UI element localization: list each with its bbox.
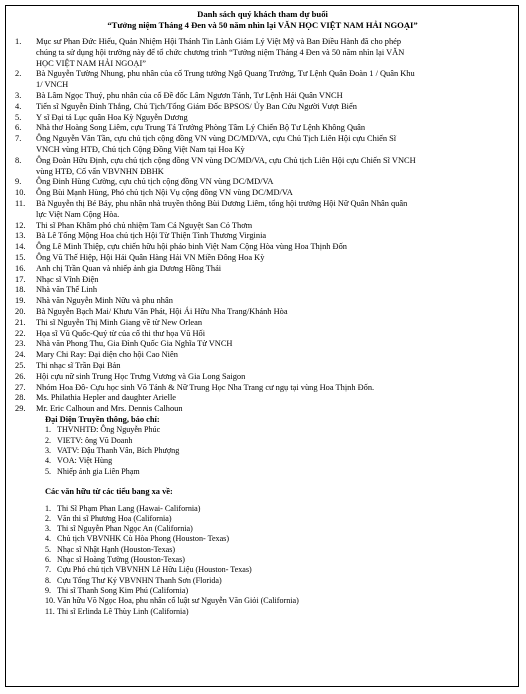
writer-item-number: 6. <box>45 555 52 565</box>
guest-text <box>36 329 510 340</box>
guest-text-line: Thi sĩ Phan Khâm phó chủ nhiệm Tam Cá Nguyệt San Cỏ Thơm <box>36 220 253 230</box>
guest-text-line: Bà Lâm Ngọc Thuý, phu nhân của cố Đề đốc Lâm Ngươn Tánh, Tư Lệnh Hải Quân VNCH <box>36 90 343 100</box>
writer-item-text: Nhạc sĩ Nhật Hạnh (Houston-Texas) <box>57 544 176 554</box>
guest-item <box>15 372 510 383</box>
guest-text <box>36 383 510 394</box>
guest-item <box>15 177 510 188</box>
writer-item <box>45 596 510 606</box>
media-item-text: Nhiếp ảnh gia Liên Phạm <box>57 466 140 476</box>
guest-text <box>36 339 510 350</box>
guest-text-line: Nhà văn Thế Linh <box>36 285 98 295</box>
guest-item <box>15 285 510 296</box>
writer-item-text: Cựu Tổng Thư Ký VBVNHN Thanh Sơn (Florida) <box>57 575 222 585</box>
writer-item-number: 9. <box>45 585 52 595</box>
media-heading: Đại Diện Truyền thông, báo chí: <box>45 414 160 424</box>
guest-number: 6. <box>15 123 22 133</box>
guest-text-line: Ông Nguyễn Văn Tần, cựu chủ tịch cộng đồng VN vùng DC/MD/VA, cựu Chủ Tịch Liên Hội cựu Chiến Sĩ <box>36 134 397 144</box>
writer-item <box>45 586 510 596</box>
guest-item <box>15 242 510 253</box>
media-item-text: THVNHTĐ: Ông Nguyễn Phúc <box>57 425 161 435</box>
guest-item <box>15 123 510 134</box>
guest-number: 5. <box>15 112 22 122</box>
guest-text <box>36 113 510 124</box>
guest-text <box>36 242 510 253</box>
document-title: Danh sách quý khách tham dự buổi <box>197 9 328 19</box>
guest-item <box>15 253 510 264</box>
guest-item <box>15 404 510 415</box>
guest-number: 16. <box>15 263 26 273</box>
writers-heading: Các văn hữu từ các tiểu bang xa về: <box>45 486 173 496</box>
guest-text-line: Thi sĩ Nguyễn Thị Minh Giang về từ New Orlean <box>36 317 203 327</box>
guest-text-line: Bà Nguyễn Bạch Mai/ Khưu Văn Phát, Hội Ái Hữu Nha Trang/Khánh Hòa <box>36 306 288 316</box>
guest-item <box>15 275 510 286</box>
guest-text-line: Y sĩ Đại tá Lục quân Hoa Kỳ Nguyễn Dương <box>36 112 188 122</box>
guest-item <box>15 231 510 242</box>
writer-item-number: 2. <box>45 513 52 523</box>
guest-text <box>36 296 510 307</box>
guest-text-line: HỌC VIỆT NAM HẢI NGOẠI” <box>36 58 146 68</box>
writer-item-text: Thi sĩ Erlinda Lê Thùy Linh (California) <box>57 606 189 616</box>
guest-number: 13. <box>15 231 26 241</box>
writer-item-number: 4. <box>45 534 52 544</box>
guest-text-line: 1/ VNCH <box>36 80 69 90</box>
media-item-text: VIETV: ông Vũ Doanh <box>57 435 133 445</box>
guest-item <box>15 339 510 350</box>
guest-item <box>15 188 510 199</box>
writer-item-number: 7. <box>45 565 52 575</box>
guest-text-line: Ms. Philathia Hepler and daughter Arielle <box>36 393 177 403</box>
guest-text <box>36 318 510 329</box>
guest-number: 9. <box>15 177 22 187</box>
guest-text-line: Anh chị Trần Quan và nhiếp ảnh gia Dương Hồng Thái <box>36 263 222 273</box>
guest-text-line: Nhóm Hoa Đô- Cựu học sinh Võ Tánh & Nữ Trung Học Nha Trang cư ngụ tại vùng Hoa Thịnh Đốn. <box>36 382 375 392</box>
guest-text <box>36 69 510 91</box>
guest-text <box>36 188 510 199</box>
media-item <box>45 456 510 466</box>
writer-item-number: 5. <box>45 544 52 554</box>
writer-item-number: 8. <box>45 575 52 585</box>
writer-item <box>45 534 510 544</box>
guest-text <box>36 231 510 242</box>
guest-number: 29. <box>15 404 26 414</box>
guest-item <box>15 102 510 113</box>
media-item-number: 2. <box>45 435 52 445</box>
guest-text <box>36 275 510 286</box>
guest-text <box>36 372 510 383</box>
guest-number: 15. <box>15 252 26 262</box>
guest-number: 18. <box>15 285 26 295</box>
media-item-number: 4. <box>45 456 52 466</box>
guest-number: 4. <box>15 101 22 111</box>
guest-text-line: chúng ta sử dụng hội trường này để tổ chức chương trình “Tưởng niệm Tháng 4 Đen và 50 năm nhìn lại VĂN <box>36 47 405 57</box>
guest-number: 25. <box>15 360 26 370</box>
guest-text <box>36 134 510 156</box>
guest-text-line: Tiến sĩ Nguyễn Đình Thắng, Chủ Tịch/Tổng Giám Đốc BPSOS/ Ủy Ban Cứu Người Vượt Biển <box>36 101 357 111</box>
guest-item <box>15 264 510 275</box>
media-item-text: VOA: Việt Hùng <box>57 456 113 466</box>
media-item <box>45 436 510 446</box>
writers-list <box>15 504 510 617</box>
guest-number: 26. <box>15 371 26 381</box>
guest-number: 10. <box>15 188 26 198</box>
guest-item <box>15 221 510 232</box>
media-item-number: 3. <box>45 446 52 456</box>
guest-item <box>15 113 510 124</box>
writer-item <box>45 565 510 575</box>
writer-item-number: 11. <box>45 606 55 616</box>
guest-text <box>36 123 510 134</box>
guest-text-line: Mr. Eric Calhoun and Mrs. Dennis Calhoun <box>36 404 183 414</box>
guest-text <box>36 361 510 372</box>
guest-item <box>15 361 510 372</box>
guest-text <box>36 404 510 415</box>
guest-number: 23. <box>15 339 26 349</box>
guest-number: 27. <box>15 382 26 392</box>
guest-text <box>36 156 510 178</box>
guest-number: 21. <box>15 317 26 327</box>
guest-text-line: Ông Đinh Hùng Cường, cựu chủ tịch cộng đồng VN vùng DC/MD/VA <box>36 177 274 187</box>
writer-item-number: 1. <box>45 503 52 513</box>
guest-text-line: vùng HTĐ, Cố vấn VBVNHN ĐBHK <box>36 166 164 176</box>
media-item-text: VATV: Đậu Thanh Vân, Bích Phượng <box>57 446 180 456</box>
guest-text <box>36 177 510 188</box>
writer-item <box>45 514 510 524</box>
guest-text-line: Ông Vũ Thế Hiệp, Hội Hải Quân Hàng Hải VN Miền Đông Hoa Kỳ <box>36 252 265 262</box>
guest-item <box>15 329 510 340</box>
writer-item <box>45 504 510 514</box>
guest-text-line: Ông Đoàn Hữu Định, cựu chủ tịch cộng đồng VN vùng DC/MD/VA, cựu Chủ tịch Liên Hội cựu Chiến Sĩ VNCH <box>36 155 416 165</box>
guest-text <box>36 285 510 296</box>
guest-text <box>36 264 510 275</box>
guest-item <box>15 156 510 178</box>
guest-text-line: Hội cựu nữ sinh Trung Học Trưng Vương và Gia Long Saigon <box>36 371 246 381</box>
guest-number: 7. <box>15 134 22 144</box>
guest-item <box>15 69 510 91</box>
guest-item <box>15 199 510 221</box>
guest-text-line: Thi nhạc sĩ Trần Đại Bản <box>36 360 121 370</box>
guest-text-line: Nhạc sĩ Vĩnh Điện <box>36 274 99 284</box>
writer-item-text: Chủ tịch VBVNHK Cù Hòa Phong (Houston- Texas) <box>57 534 230 544</box>
guest-item <box>15 318 510 329</box>
guest-item <box>15 296 510 307</box>
guest-text <box>36 102 510 113</box>
guest-text-line: Nhà thơ Hoàng Song Liêm, cựu Trung Tá Trưởng Phòng Tâm Lý Chiến Bộ Tư Lệnh Không Quân <box>36 123 366 133</box>
guest-text <box>36 221 510 232</box>
guest-text-line: Nhà văn Phong Thu, Gia Đình Quốc Gia Nghĩa Tử VNCH <box>36 339 233 349</box>
writer-item-text: Thi sĩ Nguyễn Phan Ngọc An (California) <box>57 524 193 534</box>
guest-number: 24. <box>15 350 26 360</box>
media-item <box>45 467 510 477</box>
document-page <box>5 5 519 687</box>
writer-item-text: Văn hữu Võ Ngọc Hoa, phu nhân cố luật sư Nguyễn Văn Giỏi (California) <box>57 596 299 606</box>
media-item <box>45 425 510 435</box>
writer-item <box>45 576 510 586</box>
writer-item-number: 3. <box>45 524 52 534</box>
guest-text-line: lực Việt Nam Cộng Hòa. <box>36 209 120 219</box>
guest-item <box>15 350 510 361</box>
writer-item-text: Thi Sĩ Phạm Phan Lang (Hawai- California) <box>57 503 201 513</box>
guest-number: 12. <box>15 220 26 230</box>
guest-text-line: Ông Lê Minh Thiệp, cựu chiến hữu hội pháo binh Việt Nam Cộng Hòa vùng Hoa Thịnh Đốn <box>36 242 347 252</box>
guest-text-line: Ông Bùi Mạnh Hùng, Phó chủ tịch Nội Vụ cộng đồng VN vùng DC/MD/VA <box>36 188 293 198</box>
guest-item <box>15 383 510 394</box>
guest-number: 1. <box>15 37 22 46</box>
guest-text <box>36 199 510 221</box>
guest-number: 8. <box>15 155 22 165</box>
guest-number: 11. <box>15 198 26 208</box>
guest-number: 14. <box>15 242 26 252</box>
guest-item <box>15 91 510 102</box>
guest-item <box>15 393 510 404</box>
guest-item <box>15 307 510 318</box>
guest-text-line: Bà Lê Tống Mộng Hoa chủ tịch Hội Từ Thiện Tình Thương Virginia <box>36 231 267 241</box>
guest-number: 19. <box>15 296 26 306</box>
guest-text <box>36 91 510 102</box>
guest-text-line: VNCH vùng HTĐ, Chủ tịch Cộng Đồng Việt Nam tại Hoa Kỳ <box>36 144 245 154</box>
guest-text-line: Mục sư Phan Đức Hiếu, Quản Nhiệm Hội Thánh Tin Lành Giám Lý Việt Mỹ và Ban Điều Hành đã cho phép <box>36 37 402 46</box>
guest-number: 17. <box>15 274 26 284</box>
guest-item <box>15 134 510 156</box>
guest-text <box>36 307 510 318</box>
guest-text <box>36 350 510 361</box>
writer-item <box>45 555 510 565</box>
writer-item-text: Nhạc sĩ Hoàng Tường (Houston-Texas) <box>57 555 185 565</box>
writer-item-text: Cựu Phó chủ tịch VBVNHN Lê Hữu Liệu (Houston- Texas) <box>57 565 252 575</box>
media-item <box>45 446 510 456</box>
guest-text <box>36 37 510 69</box>
guest-text-line: Mary Chi Ray: Đại diện cho hội Cao Niên <box>36 350 178 360</box>
guest-text-line: Bà Nguyễn Tường Nhung, phu nhân của cố Trung tướng Ngô Quang Trưởng, Tư Lệnh Quân Đoàn 1 / Quân Khu <box>36 69 415 79</box>
guest-text-line: Bà Nguyễn thị Bé Bảy, phu nhân nhà truyền thông Bùi Dương Liêm, tổng hội trưởng Hội Nữ Quân Nhân quân <box>36 198 408 208</box>
media-list <box>15 425 510 476</box>
media-item-number: 1. <box>45 425 52 435</box>
guest-number: 20. <box>15 306 26 316</box>
guest-number: 22. <box>15 328 26 338</box>
guest-text-line: Họa sĩ Vũ Quốc-Quý từ của cố thi thư họa Vũ Hối <box>36 328 206 338</box>
guest-number: 2. <box>15 69 22 79</box>
guest-item <box>15 37 510 69</box>
writer-item <box>45 524 510 534</box>
writer-item <box>45 545 510 555</box>
guest-text <box>36 393 510 404</box>
writer-item-text: Thi sĩ Thanh Song Kim Phú (California) <box>57 585 189 595</box>
guest-text-line: Nhà văn Nguyễn Minh Nữu và phu nhân <box>36 296 173 306</box>
guest-number: 28. <box>15 393 26 403</box>
writer-item-number: 10. <box>45 596 56 606</box>
media-item-number: 5. <box>45 466 52 476</box>
guest-list <box>15 37 510 415</box>
guest-text <box>36 253 510 264</box>
guest-number: 3. <box>15 90 22 100</box>
writer-item <box>45 607 510 617</box>
writer-item-text: Văn thi sĩ Phương Hoa (California) <box>57 513 172 523</box>
document-subtitle: “Tưởng niệm Tháng 4 Đen và 50 năm nhìn lại VĂN HỌC VIỆT NAM HẢI NGOẠI” <box>107 20 418 30</box>
